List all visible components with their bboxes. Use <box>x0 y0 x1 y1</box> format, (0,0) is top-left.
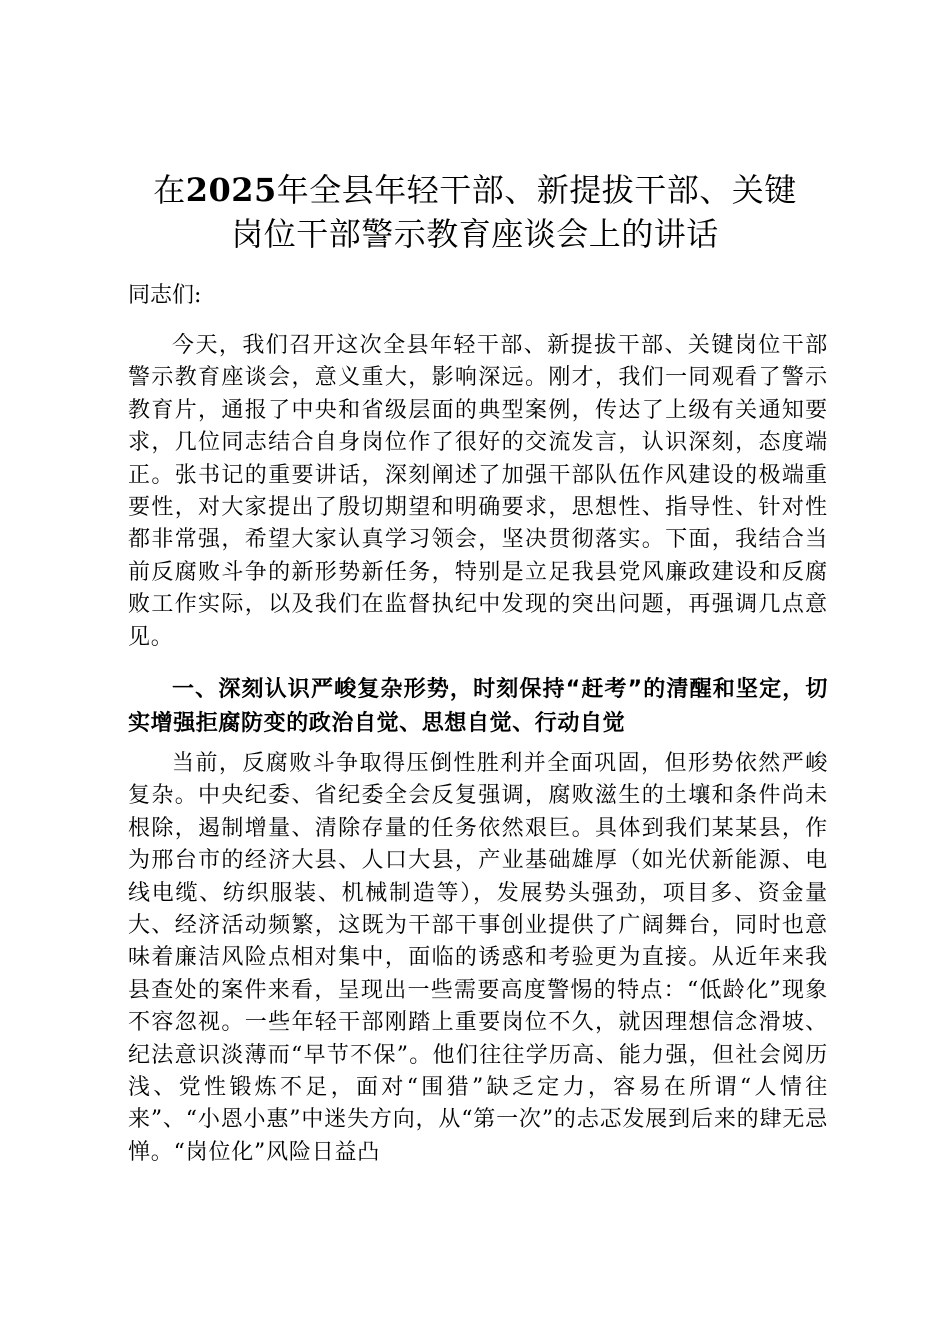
section-heading-1: 一、深刻认识严峻复杂形势，时刻保持“赶考”的清醒和坚定，切实增强拒腐防变的政治自觉、思想自觉、行动自觉 <box>128 677 828 736</box>
title-rest: 年全县年轻干部、新提拔干部、关键 <box>276 171 797 209</box>
title-year: 2025 <box>185 171 277 209</box>
title-prefix: 在 <box>153 171 186 209</box>
salutation: 同志们: <box>128 283 202 308</box>
opening-paragraph: 今天，我们召开这次全县年轻干部、新提拔干部、关键岗位干部警示教育座谈会，意义重大，影响深远。刚才，我们一同观看了警示教育片，通报了中央和省级层面的典型案例，传达了上级有关通知要求，几位同志结合自身岗位作了很好的交流发言，认识深刻，态度端正。张书记的重要讲话，深刻阐述了加强干部队伍作风建设的极端重要性，对大家提出了殷切期望和明确要求，思想性、指导性、针对性都非常强，希望大家认真学习领会，坚决贯彻落实。下面，我结合当前反腐败斗争的新形势新任务，特别是立足我县党风廉政建设和反腐败工作实际，以及我们在监督执纪中发现的突出问题，再强调几点意见。 <box>128 333 828 650</box>
title-line-2: 岗位干部警示教育座谈会上的讲话 <box>231 215 719 253</box>
section-1-paragraph: 当前，反腐败斗争取得压倒性胜利并全面巩固，但形势依然严峻复杂。中央纪委、省纪委全会反复强调，腐败滋生的土壤和条件尚未根除，遏制增量、清除存量的任务依然艰巨。具体到我们某某县，作为邢台市的经济大县、人口大县，产业基础雄厚（如光伏新能源、电线电缆、纺织服装、机械制造等），发展势头强劲，项目多、资金量大、经济活动频繁，这既为干部干事创业提供了广阔舞台，同时也意味着廉洁风险点相对集中，面临的诱惑和考验更为直接。从近年来我县查处的案件来看，呈现出一些需要高度警惕的特点：“低龄化”现象不容忽视。一些年轻干部刚踏上重要岗位不久，就因理想信念滑坡、纪法意识淡薄而“早节不保”。他们往往学历高、能力强，但社会阅历浅、党性锻炼不足，面对“围猎”缺乏定力，容易在所谓“人情往来”、“小恩小惠”中迷失方向，从“第一次”的忐忑发展到后来的肆无忌惮。“岗位化”风险日益凸 <box>128 751 828 1165</box>
document-title <box>110 168 840 256</box>
